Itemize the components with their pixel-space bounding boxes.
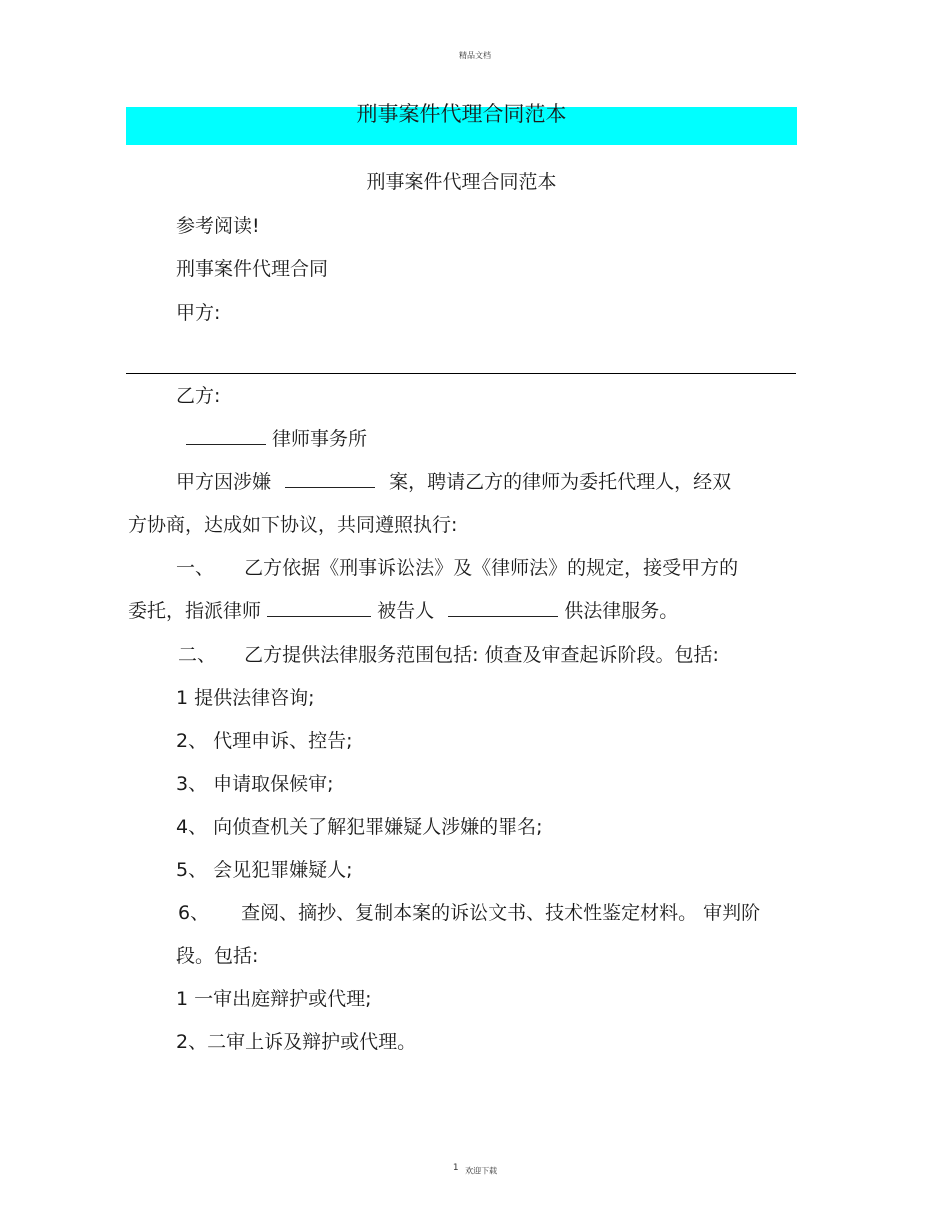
clause-1-line-2 (128, 597, 678, 625)
clause-1-line-1 (176, 554, 738, 582)
list-item-3: 3、 申请取保候审; (176, 773, 334, 795)
paragraph-1-line-1 (176, 468, 731, 496)
list-item-1: 1 提供法律咨询; (176, 687, 315, 709)
clause-1-text: 乙方依据《刑事诉讼法》及《律师法》的规定，接受甲方的 (244, 557, 739, 579)
footer-text: 欢迎下载 (465, 1166, 498, 1176)
law-firm-suffix: 律师事务所 (272, 428, 368, 450)
clause-2-line (178, 641, 719, 669)
page-footer (0, 1163, 950, 1177)
para1-text-a: 甲方因涉嫌 (176, 471, 272, 493)
party-a-fill-line (126, 373, 796, 374)
trial-item-2: 2、二审上诉及辩护或代理。 (176, 1031, 417, 1053)
clause-1-text-d: 供法律服务。 (564, 600, 679, 622)
list-item-5: 5、 会见犯罪嫌疑人; (176, 859, 353, 881)
charge-blank (285, 469, 375, 488)
list-item-6-text: 查阅、摘抄、复制本案的诉讼文书、技术性鉴定材料。 审判阶 (241, 902, 761, 924)
contract-name: 刑事案件代理合同 (176, 258, 329, 280)
trial-item-1: 1 一审出庭辩护或代理; (176, 988, 372, 1010)
header-note: 精品文档 (459, 51, 491, 60)
law-firm-blank (186, 426, 266, 445)
party-a-label: 甲方: (176, 302, 221, 324)
clause-1-text-c: 被告人 (377, 600, 435, 622)
clause-1-number: 一、 (176, 557, 215, 579)
page-number: 1 (452, 1163, 459, 1173)
clause-1-text-b: 委托，指派律师 (128, 600, 262, 622)
lawyer-blank (267, 598, 371, 617)
clause-2-text: 乙方提供法律服务范围包括: 侦查及审查起诉阶段。包括: (244, 644, 719, 666)
list-item-2: 2、 代理申诉、控告; (176, 730, 353, 752)
list-item-6-number: 6、 (178, 902, 210, 924)
clause-2-number: 二、 (178, 644, 217, 666)
para1-text-b: 案，聘请乙方的律师为委托代理人，经双 (389, 471, 732, 493)
list-item-4: 4、 向侦查机关了解犯罪嫌疑人涉嫌的罪名; (176, 816, 543, 838)
banner-title: 刑事案件代理合同范本 (356, 102, 567, 126)
document-subtitle: 刑事案件代理合同范本 (366, 171, 557, 193)
law-firm-line (186, 425, 367, 453)
defendant-blank (448, 598, 558, 617)
paragraph-1-line-2: 方协商，达成如下协议，共同遵照执行: (128, 514, 458, 536)
party-b-label: 乙方: (176, 385, 221, 407)
intro-line: 参考阅读! (176, 215, 260, 237)
list-item-6 (178, 899, 760, 927)
list-item-6-continued: 段。包括: (176, 945, 259, 967)
